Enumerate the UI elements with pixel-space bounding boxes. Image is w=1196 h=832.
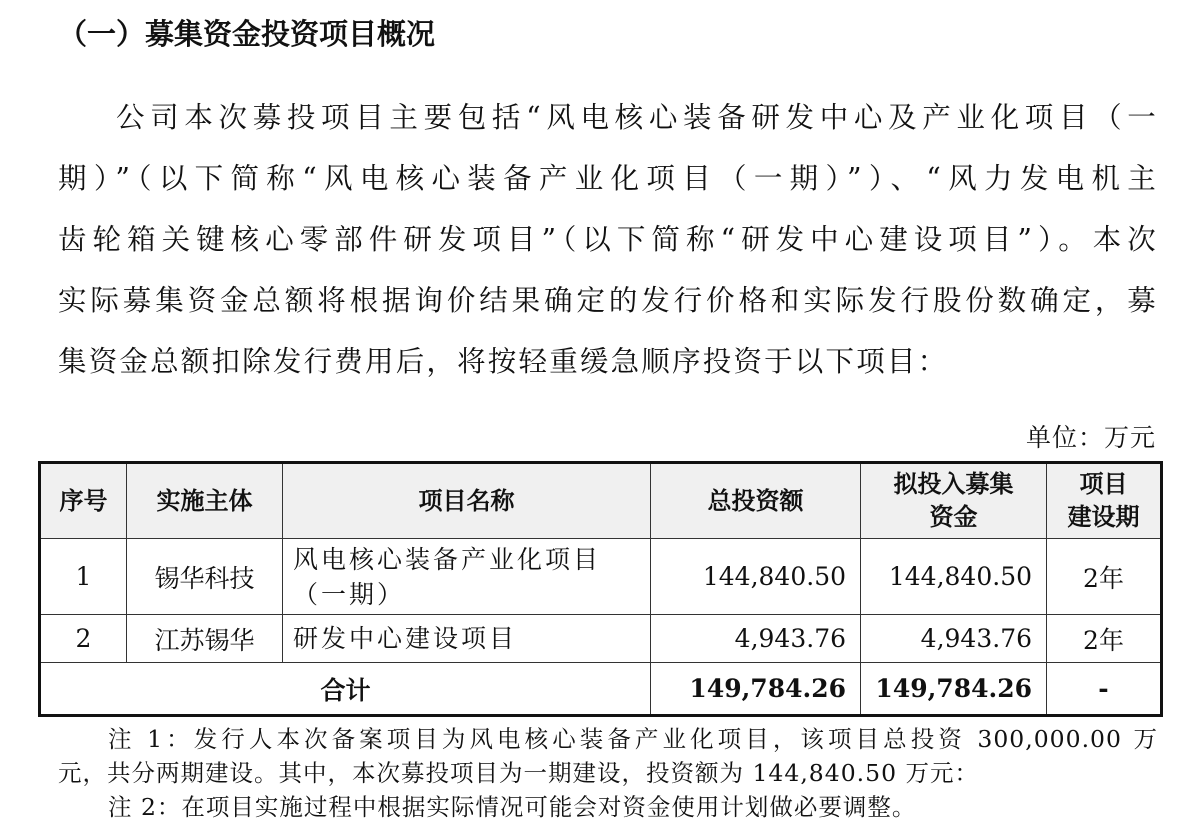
- footnotes: [58, 722, 1158, 824]
- row-period: 2年: [1047, 539, 1162, 615]
- header-seq: 序号: [40, 463, 127, 539]
- row-total-investment: 4,943.76: [651, 615, 861, 663]
- row-project-line2: （一期）: [293, 579, 406, 609]
- note-line: 注 1：发行人本次备案项目为风电核心装备产业化项目，该项目总投资 300,000.00 万: [108, 725, 1158, 753]
- unit-label: 单位：万元: [1025, 423, 1156, 452]
- row-total-investment: 144,840.50: [651, 539, 861, 615]
- row-project: 研发中心建设项目: [283, 615, 651, 663]
- row-entity: 江苏锡华: [127, 615, 283, 663]
- investment-table: [38, 461, 1163, 717]
- paragraph-line: 集资金总额扣除发行费用后，将按轻重缓急顺序投资于以下项目：: [58, 345, 949, 378]
- row-seq: 1: [40, 539, 127, 615]
- header-raised-funds: [861, 463, 1047, 539]
- row-seq: 2: [40, 615, 127, 663]
- header-project: 项目名称: [283, 463, 651, 539]
- row-raised-funds: 4,943.76: [861, 615, 1047, 663]
- header-total-investment: 总投资额: [651, 463, 861, 539]
- header-raised-funds-line2: 资金: [929, 503, 978, 531]
- header-raised-funds-line1: 拟投入募集: [893, 470, 1014, 498]
- table-row: [40, 615, 1162, 663]
- header-period: [1047, 463, 1162, 539]
- row-period: 2年: [1047, 615, 1162, 663]
- table-total-row: [40, 663, 1162, 716]
- header-period-line2: 建设期: [1067, 503, 1140, 531]
- total-investment-sum: 149,784.26: [651, 663, 861, 716]
- table-header-row: [40, 463, 1162, 539]
- note-line: 元，共分两期建设。其中，本次募投项目为一期建设，投资额为 144,840.50 万元：: [58, 759, 979, 787]
- row-entity: 锡华科技: [127, 539, 283, 615]
- row-project: [283, 539, 651, 615]
- table-row: [40, 539, 1162, 615]
- total-period: -: [1047, 663, 1162, 716]
- row-project-line1: 风电核心装备产业化项目: [293, 544, 602, 574]
- note-line: 注 2：在项目实施过程中根据实际情况可能会对资金使用计划做必要调整。: [108, 793, 917, 821]
- row-raised-funds: 144,840.50: [861, 539, 1047, 615]
- intro-paragraph: [58, 92, 1158, 397]
- raised-funds-sum: 149,784.26: [861, 663, 1047, 716]
- paragraph-line: 期）”（以下简称“风电核心装备产业化项目（一期）”）、“风力发电机主: [58, 162, 1158, 195]
- paragraph-line: 齿轮箱关键核心零部件研发项目”（以下简称“研发中心建设项目”）。本次: [58, 223, 1158, 256]
- paragraph-line: 公司本次募投项目主要包括“风电核心装备研发中心及产业化项目（一: [116, 101, 1158, 134]
- paragraph-line: 实际募集资金总额将根据询价结果确定的发行价格和实际发行股份数确定，募: [58, 284, 1158, 317]
- section-heading: （一）募集资金投资项目概况: [58, 17, 436, 51]
- total-label: 合计: [40, 663, 651, 716]
- header-entity: 实施主体: [127, 463, 283, 539]
- header-period-line1: 项目: [1079, 470, 1128, 498]
